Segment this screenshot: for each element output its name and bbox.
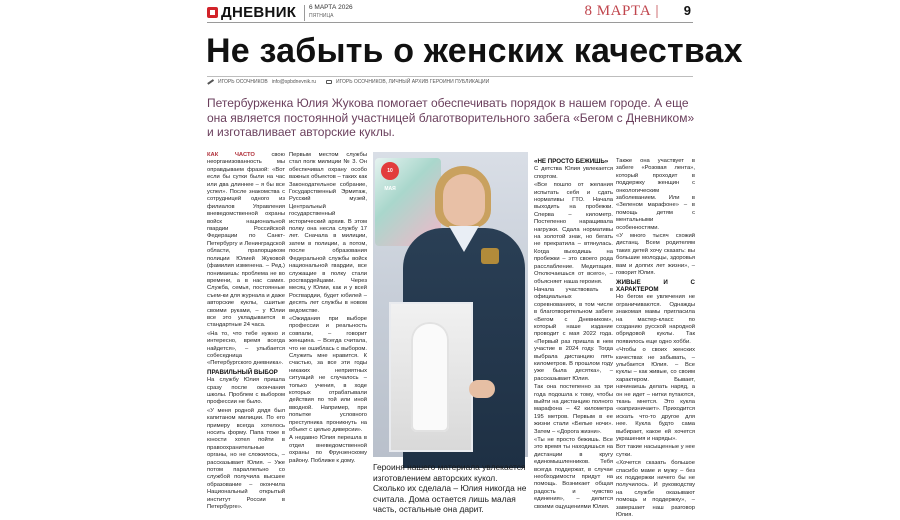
paragraph: Первым местом службы стал полк милиции № 3. Он обеспечивал охрану особо важных объектов – таких как Законодательное собрание, Государственный Эрмитаж, Русский музей, Центральный государственный исторический архив. В этом полку она несла службу 17 лет. Сначала в милиции, затем в полиции, а потом, после образования Федеральной службы войск национальной гвардии, все служащие в полку стали росгвардейцами. Через месяц у Юлии, как и у всей Росгвардии, будет юбилей – десять лет службы в новом ведомстве. [289, 152, 367, 314]
paragraph: «Хочется сказать большое спасибо маме и мужу – без их поддержки ничего бы не получилось. И руководству на службе оказывают помощь и поддержку», – завершает наш разговор Юлия. [616, 460, 695, 519]
subheading: ЖИВЫЕ И С ХАРАКТЕРОМ [616, 278, 695, 293]
text-column-2 [289, 152, 367, 500]
subheading: «НЕ ПРОСТО БЕЖИШЬ» [534, 158, 609, 165]
paragraph: А недавно Юлия перешла в отдел вневедомственной охраны по Фрунзенскому району. Поближе к дому. [289, 435, 367, 464]
woman-hand [469, 380, 495, 398]
handmade-doll [411, 322, 449, 432]
paragraph: На службу Юлия пришла сразу после окончания школы. Проблем с выбором профессии не было. [207, 377, 285, 406]
paragraph: Начала участвовать в официальных соревнованиях, в том числе в благотворительном забеге «Бегом с Дневником», который наше издание проводит с мая 2022 года. «Первый раз пришла в нем участие в 2024 году. Тогда выбрала дистанцию пять километров. В прошлом году уже была десятка», – рассказывает Юлия. [534, 286, 613, 382]
paragraph: Также она участвует в забеге «Розовая лента», который проходит в поддержку женщин с онкологическим заболеванием. Или в «Зеленом марафоне» – в помощь детям с ментальными особенностями. [616, 158, 695, 231]
subheading: ПРАВИЛЬНЫЙ ВЫБОР [207, 368, 278, 376]
article-credits [207, 76, 693, 87]
paragraph: Вот такие насыщенные у нее сутки. [616, 444, 695, 458]
paragraph: «У много тысяч схожий дистанц. Всем родителям таких детей хочу сказать: вы большие молодцы, здоровья вам и долгих лет жизни», – говорит Юлия. [616, 233, 695, 277]
poster-badge: 10 МАЯ [381, 162, 399, 180]
newspaper-logo-icon [207, 7, 218, 18]
woman-face [443, 174, 485, 226]
paragraph-text: свою неорганизованность мы оправдываем фразой: «Вот если бы сутки были на час или два длиннее – я бы все успел». После знакомства с сотрудницей одного из филиалов Управления вневедомственной охраны войск национальной гвардии Российской Федерации по Санкт-Петербургу и Ленинградской области, прапорщиком полиции Юлией Жуковой (фамилия изменена. – Ред.) понимаешь: проблема не во времени, а в нас самих. Служба, семья, постоянные съем-ки для журнала и даже авторские куклы, сшитые своими руками, – у Юлии все это укладывается в стандартные 24 часа. [207, 152, 285, 329]
run-in: КАК ЧАСТО [207, 152, 255, 158]
paragraph: «На то, что тебе нужно и интересно, время всегда найдется», – улыбается собеседница «Петербургского дневника». [207, 330, 285, 367]
issue-weekday: ПЯТНИЦА [309, 13, 334, 19]
pen-icon [207, 79, 214, 84]
text-column-3 [534, 158, 613, 510]
uniform-patch [481, 248, 499, 264]
paragraph: «Чтобы о своих женских качествах не забывать, – улыбается Юлия. – Все куклы – как живые, со своим характером. Бывает, начинаешь делать наряд, а он не идет – нитки путаются, ткань мнется. Это кукла «капризничает». Приходится искать что-то другое для нее. Кукла будто сама выбирает, какое ей хочется украшения и наряды». [616, 347, 695, 443]
masthead [207, 3, 693, 23]
paragraph: «Все пошло от желания испытать себя и сдать нормативы ГТО. Начала выходить на пробежки. Сперва – километр. Постепенно наращивала нагрузки. Сдала нормативы на золотой знак, но бегать не прекратила – втянулась. Когда выходишь на пробежки – это своего рода расслабление. Медитация. Отключаешься от всего», – объясняет наша героиня. [534, 182, 613, 285]
author-name: ИГОРЬ ОСОЧНИКОВ [218, 79, 268, 85]
article-lead: Петербурженка Юлия Жукова помогает обеспечивать порядок в нашем городе. А еще она является постоянной участницей благотворительного забега «Бегом с Дневником» и изготавливает авторские куклы. [207, 96, 695, 139]
article-photo [373, 152, 528, 457]
paragraph: «У меня родной дядя был капитаном милиции. По его примеру всегда хотелось носить форму. Папа тоже в юности хотел пойти в правоохранительные органы, но не сложилось, – рассказывает Юлия. – Уже потом параллельно со службой получила высшее образование – окончила Национальный открытый институт России в Петербурге». [207, 407, 285, 511]
article-headline: Не забыть о женских качествах [206, 32, 743, 70]
newspaper-logo: ДНЕВНИК [221, 4, 297, 21]
paragraph: «Ты не просто бежишь. Все это время ты находишься на дистанции в кругу единомышленников. Тебя всегда поддержат, в случае необходимости придут на помощь. Возникает общая радость и чувство единения», – делится своими ощущениями Юлия. [534, 437, 613, 510]
page-number: 9 [683, 3, 691, 18]
photo-credit: ИГОРЬ ОСОЧНИКОВ, ЛИЧНЫЙ АРХИВ ГЕРОИНИ ПУБЛИКАЦИИ [335, 79, 490, 85]
camera-icon [326, 80, 332, 84]
paragraph: «Ожидания при выборе профессии и реальность совпали, – говорит женщина. – Всегда считала, что не ошиблась с выбором. Служить мне нравится. К счастью, за все эти годы никаких неприятных ситуаций не случалось – только учения, в ходе которых отрабатывали действия по той или иной вводной. Например, при попытке условного преступника проникнуть на объект с целью диверсии». [289, 315, 367, 434]
masthead-divider [304, 5, 305, 21]
photo-caption: Героиня нашего материала увлекается изготовлением авторских кукол. Сколько их сделала – Юлия никогда не считала. Дома остается лишь малая часть, остальные она дарит. [373, 462, 527, 515]
text-column-1 [207, 152, 285, 511]
paragraph: С детства Юлия увлекается спортом. [534, 166, 613, 180]
paragraph: Так она постепенно за три года подошла к тому, чтобы выйти на дистанцию полного марафона – 42 километра 195 метров. Первым в ее жизни стали «Белые ночи». Затем – «Дорога жизни». [534, 384, 613, 435]
text-column-4 [616, 158, 695, 519]
author-email: info@spbdnevnik.ru [271, 79, 316, 85]
section-date: 8 МАРТА | [584, 3, 659, 19]
issue-date: 6 МАРТА 2026 [309, 4, 353, 11]
paragraph: Но бегом ее увлечения не ограничиваются. Однажды знакомая мамы пригласила на мастер-класс по созданию русской народной обрядовой куклы. Так появилось еще одно хобби. [616, 294, 695, 345]
paragraph [207, 152, 285, 330]
